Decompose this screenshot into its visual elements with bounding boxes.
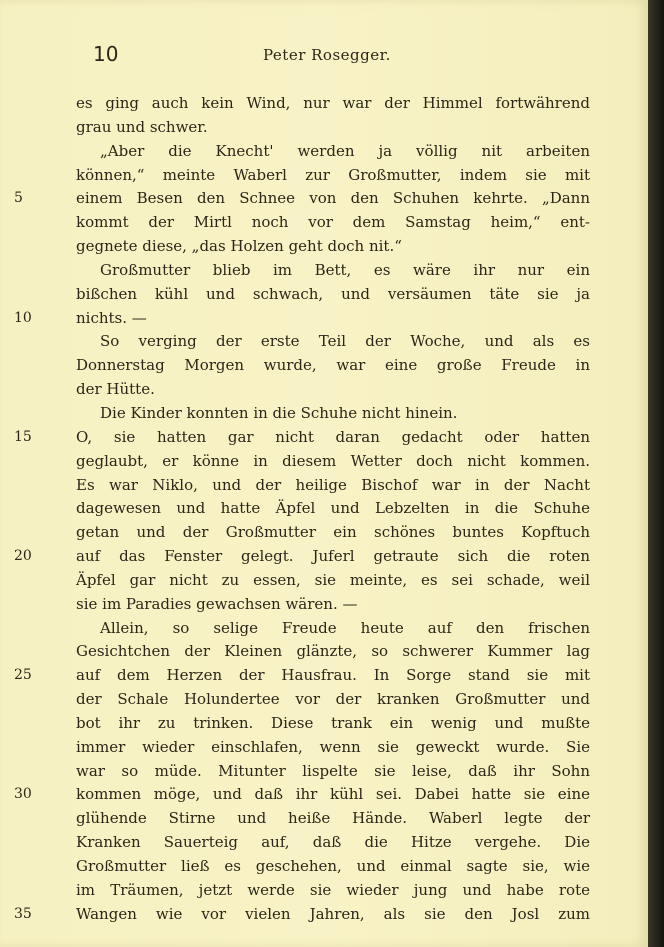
text-line	[70, 235, 590, 259]
text-line	[70, 736, 590, 760]
line-text: Großmutter ließ es geschehen, und einmal sagte sie, wie	[76, 857, 590, 875]
line-text: Kranken Sauerteig auf, daß die Hitze vergehe. Die	[76, 833, 590, 852]
page-header	[93, 42, 593, 72]
line-number: 30	[14, 786, 32, 803]
text-line	[70, 450, 590, 474]
running-head: Peter Rosegger.	[263, 46, 391, 64]
text-line	[70, 378, 590, 402]
line-text: war so müde. Mitunter lispelte sie leise, daß ihr Sohn	[76, 761, 590, 780]
line-text: geglaubt, er könne in diesem Wetter doch nicht kommen.	[76, 451, 590, 470]
line-number: 25	[14, 667, 32, 684]
line-text: grau und schwer.	[76, 117, 208, 136]
line-number: 15	[14, 428, 32, 445]
text-line	[70, 140, 590, 164]
line-text: Allein, so selige Freude heute auf den frischen	[100, 618, 590, 637]
line-number: 10	[14, 309, 32, 326]
text-line	[70, 402, 590, 426]
line-text: O, sie hatten gar nicht daran gedacht oder hatten	[76, 427, 590, 446]
line-text: gegnete diese, „das Holzen geht doch nit.“	[76, 237, 402, 256]
line-text: So verging der erste Teil der Woche, und als es	[100, 332, 590, 351]
text-line	[70, 712, 590, 736]
text-line	[70, 211, 590, 235]
line-text: Großmutter blieb im Bett, es wäre ihr nur ein	[100, 260, 590, 279]
line-text: immer wieder einschlafen, wenn sie geweckt wurde. Sie	[76, 737, 590, 756]
text-line	[14, 426, 590, 450]
text-line	[14, 664, 590, 688]
line-text: der Schale Holunderteе vor der kranken Großmutter und	[76, 690, 590, 709]
line-text: kommt der Mirtl noch vor dem Samstag heim,“ ent-	[76, 213, 590, 232]
text-line	[14, 545, 590, 569]
text-line	[70, 92, 590, 116]
line-text: bot ihr zu trinken. Diese trank ein wenig und mußte	[76, 713, 590, 732]
line-number: 20	[14, 548, 32, 565]
line-text: „Aber die Knecht' werden ja völlig nit arbeiten	[100, 141, 590, 160]
line-text: dagewesen und hatte Äpfel und Lebzelten in die Schuhe	[76, 499, 590, 518]
text-line	[70, 283, 590, 307]
text-line	[70, 354, 590, 378]
text-line	[70, 617, 590, 641]
text-line	[14, 307, 590, 331]
line-text: bißchen kühl und schwach, und versäumen täte sie ja	[76, 284, 590, 303]
text-line	[70, 521, 590, 545]
text-line	[70, 164, 590, 188]
line-text: auf dem Herzen der Hausfrau. In Sorge stand sie mit	[76, 666, 590, 685]
line-text: sie im Paradies gewachsen wären. —	[76, 594, 358, 613]
line-text: Äpfel gar nicht zu essen, sie meinte, es sei schade, weil	[76, 570, 590, 589]
line-text: Donnerstag Morgen wurde, war eine große Freude in	[76, 356, 590, 375]
text-line	[70, 879, 590, 903]
line-text: der Hütte.	[76, 380, 155, 399]
text-line	[70, 760, 590, 784]
text-line	[14, 903, 590, 927]
line-text: können,“ meinte Waberl zur Großmutter, indem sie mit	[76, 165, 590, 184]
text-line	[14, 187, 590, 211]
text-line	[70, 688, 590, 712]
line-text: Gesichtchen der Kleinen glänzte, so schwerer Kummer lag	[76, 642, 590, 661]
line-text: Wangen wie vor vielen Jahren, als sie den Josl zum	[76, 904, 590, 923]
line-text: Die Kinder konnten in die Schuhe nicht hinein.	[100, 403, 458, 422]
line-text: es ging auch kein Wind, nur war der Himmel fortwährend	[76, 94, 590, 112]
text-line	[70, 640, 590, 664]
page-edge-shadow	[648, 0, 664, 947]
line-text: Es war Niklo, und der heilige Bischof war in der Nacht	[76, 475, 590, 494]
text-line	[14, 783, 590, 807]
line-text: glühende Stirne und heiße Hände. Waberl legte der	[76, 809, 590, 828]
text-block	[14, 92, 590, 927]
text-line	[70, 259, 590, 283]
line-text: auf das Fenster gelegt. Juferl getraute sich die roten	[76, 547, 590, 566]
line-text: kommen möge, und daß ihr kühl sei. Dabei hatte sie eine	[76, 785, 590, 804]
line-text: nichts. —	[76, 308, 147, 327]
line-text: getan und der Großmutter ein schönes buntes Kopftuch	[76, 523, 590, 542]
line-number: 35	[14, 905, 32, 922]
line-text: im Träumen, jetzt werde sie wieder jung und habe rote	[76, 880, 590, 899]
text-line	[70, 474, 590, 498]
text-line	[70, 593, 590, 617]
text-line	[70, 330, 590, 354]
text-line	[70, 116, 590, 140]
text-line	[70, 569, 590, 593]
line-number: 5	[14, 190, 23, 207]
page-number: 10	[93, 42, 119, 66]
line-text: einem Besen den Schnee von den Schuhen kehrte. „Dann	[76, 189, 590, 208]
text-line	[70, 807, 590, 831]
text-line	[70, 855, 590, 879]
text-line	[70, 497, 590, 521]
text-line	[70, 831, 590, 855]
